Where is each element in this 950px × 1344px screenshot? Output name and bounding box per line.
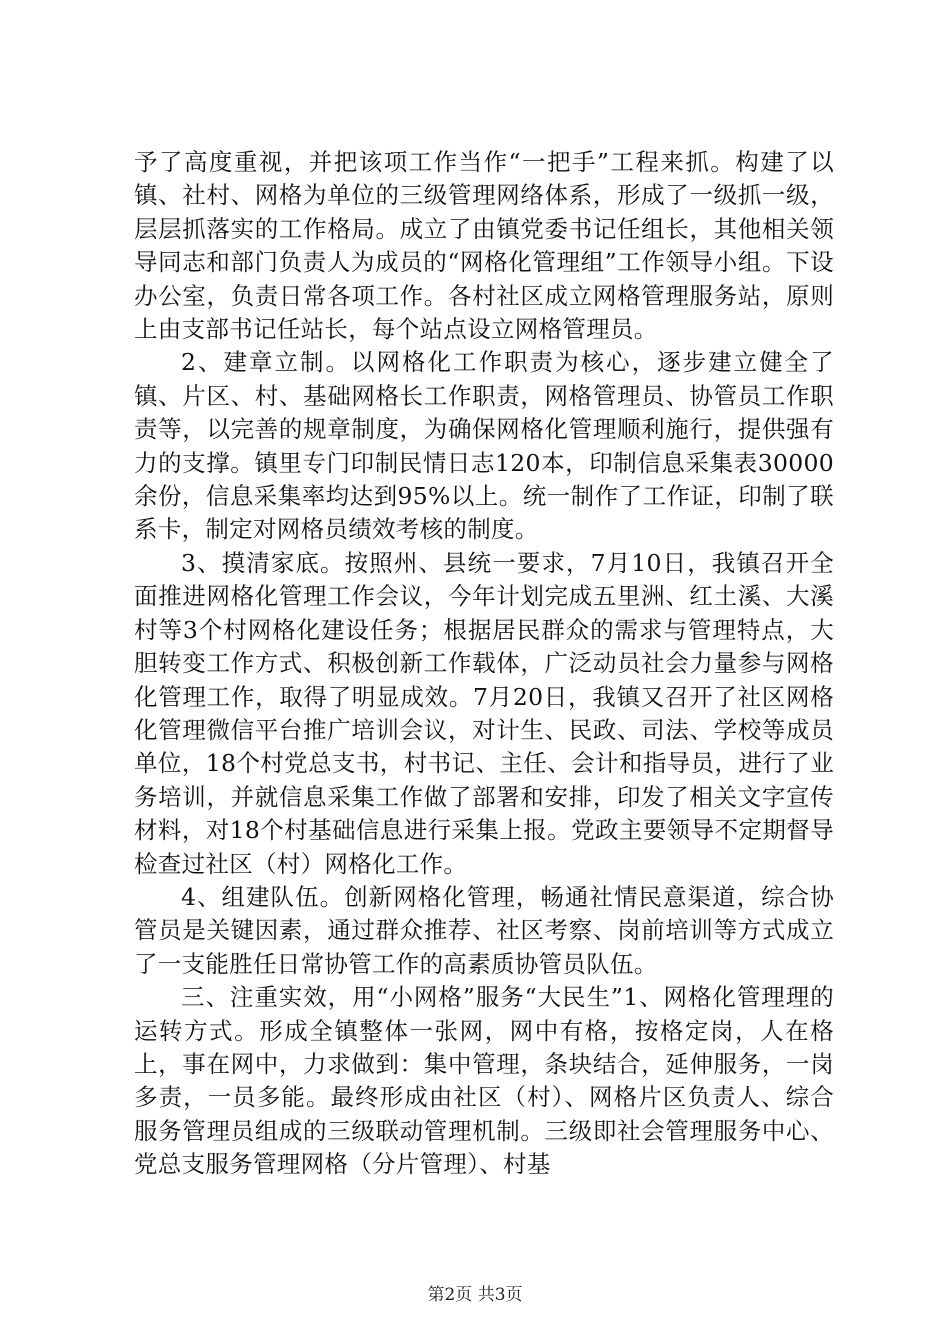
text-line: 抓一级，层层抓落实的工作格局。成立了由镇党委书记任组长， [134, 181, 834, 243]
text-line: 作。 [419, 849, 468, 878]
text-line: 和安排，印发了相关文字宣传材料，对18个村基础信息进行采 [134, 782, 834, 845]
paragraph [134, 547, 834, 881]
document-body [134, 146, 834, 1182]
text-line: 式成立了一支能胜任日常协管工作的高素质协管员队伍。 [134, 916, 834, 978]
text-line: 人在格上，事在网中，力求做到：集中管理，条块结合，延伸 [134, 1016, 834, 1078]
text-line: 理的运转方式。形成全镇整体一张网，网中有格，按格定岗， [134, 983, 834, 1045]
text-line: 予了高度重视，并把该项工作当作“一把手”工程来抓。构建 [134, 148, 786, 176]
text-line: 特点，大胆转变工作方式、积极创新工作载体，广泛动员社会 [134, 615, 835, 678]
text-line: 镇、片区、村、基础网格长工作职责，网格管理员、协管员工 [134, 381, 787, 410]
text-line: 会计和指导员，进行了业务培训，并就信息采集工作做了部署 [134, 749, 834, 811]
text-line: 格管理员。 [538, 315, 658, 344]
text-line: 大溪村等3个村网格化建设任务；根据居民群众的需求与管理 [134, 582, 834, 644]
text-line: 全面推进网格化管理工作会议，今年计划完成五里洲、红土溪、 [134, 548, 834, 611]
text-line: 了以镇、社村、网格为单位的三级管理网络体系，形成了一级 [134, 148, 834, 210]
paragraph [134, 981, 834, 1181]
paragraph [134, 881, 834, 981]
text-line: 4、组建队伍。创新网格化管理，畅通社情民意渠道，综合 [181, 882, 811, 911]
text-line: 服务，一岗多责，一员多能。最终形成由社区（村）、网格片 [134, 1049, 835, 1112]
text-line: 采集表30000余份，信息采集率均达到95%以上。统一制作了工 [134, 448, 834, 511]
text-line: 2、建章立制。以网格化工作职责为核心，逐步建立健全了 [181, 348, 834, 377]
paragraph [134, 346, 834, 546]
text-line: 提供强有力的支撑。镇里专门印制民情日志120本，印制信息 [134, 415, 834, 477]
text-line: 区负责人、综合服务管理员组成的三级联动管理机制。三级即 [134, 1083, 834, 1145]
text-line: 协管员是关键因素，通过群众推荐、社区考察、岗前培训等方 [134, 882, 834, 945]
paragraph [134, 146, 834, 346]
page-footer: 第2页 共3页 [427, 1285, 523, 1305]
text-line: 3、摸清家底。按照州、县统一要求，7月10日，我镇召开 [181, 548, 811, 577]
text-line: 又召开了社区网格化管理微信平台推广培训会议，对计生、民 [134, 682, 834, 744]
text-line: 作证，印制了联系卡，制定对网格员绩效考核的制度。 [134, 482, 834, 544]
text-line: 集上报。党政主要领导不定期督导检查过社区（村）网格化工 [134, 816, 834, 878]
text-line: 网格管理服务站，原则上由支部书记任站长，每个站点设立网 [134, 281, 835, 344]
text-line: 作领导小组。下设办公室，负责日常各项工作。各村社区成立 [134, 248, 834, 310]
text-line: 三、注重实效，用“小网格”服务“大民生”1、网格化管理 [181, 983, 786, 1012]
text-line: 社会管理服务中心、党总支服务管理网格（分片管理）、村基 [134, 1116, 834, 1179]
text-line: 力量参与网格化管理工作，取得了明显成效。7月20日，我镇 [134, 649, 834, 711]
text-line: 作职责等，以完善的规章制度，为确保网格化管理顺利施行， [134, 381, 834, 444]
text-line: 其他相关领导同志和部门负责人为成员的“网格化管理组”工 [134, 214, 835, 277]
text-line: 政、司法、学校等成员单位，18个村党总支书，村书记、主任、 [134, 715, 835, 778]
